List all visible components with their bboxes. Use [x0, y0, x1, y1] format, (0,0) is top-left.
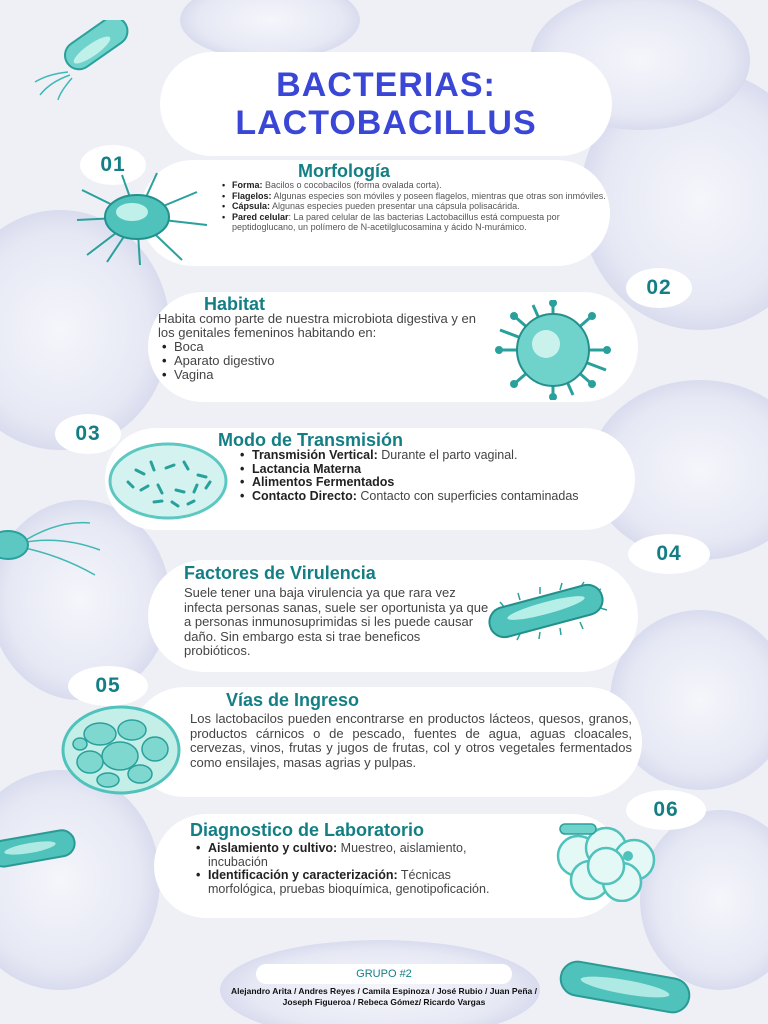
title-line-2: LACTOBACILLUS	[235, 104, 537, 142]
section-body-habitat	[158, 312, 488, 382]
list-item: • Contacto Directo: Contacto con superficies contaminadas	[236, 490, 636, 504]
section-heading-morfologia: Morfología	[298, 161, 390, 181]
group-label: GRUPO #2	[256, 964, 512, 984]
colony-cluster-icon	[60, 704, 182, 796]
list-item: • Boca	[158, 340, 488, 354]
authors-list	[120, 986, 648, 1008]
list-item: • Cápsula: Algunas especies pueden presentar una cápsula polisacárida.	[220, 201, 608, 212]
section-heading-habitat: Habitat	[204, 294, 266, 314]
authors-line-1: Alejandro Arita / Andres Reyes / Camila Espinoza / José Rubio / Juan Peña /	[231, 986, 537, 996]
list-item: • Alimentos Fermentados	[236, 476, 636, 490]
section-heading-transmision: Modo de Transmisión	[218, 430, 404, 450]
section-heading-diagnostico: Diagnostico de Laboratorio	[190, 820, 425, 840]
flagellated-bacillus-icon	[30, 20, 130, 100]
page-title	[160, 52, 612, 156]
rod-bacterium-icon	[480, 578, 610, 642]
authors-line-2: Joseph Figueroa / Rebeca Gómez/ Ricardo Vargas	[282, 997, 486, 1007]
section-body-virulencia: Suele tener una baja virulencia ya que rara vez infecta personas sanas, suele ser oportunista ya que a personas inmunosuprimidas si les puede causar daño. Sin embargo esta si trae beneficos probióticos.	[184, 585, 489, 658]
list-item: • Forma: Bacilos o cocobacilos (forma ovalada corta).	[220, 180, 608, 191]
flagellated-bacillus-icon	[0, 515, 110, 585]
section-body-vias-ingreso: Los lactobacilos pueden encontrarse en productos lácteos, quesos, granos, productos cárnicos o de pescado, fuentes de agua, aguas cloacales, cervezas, vinos, frutas y jugos de frutas, col y otros vegetales fermentados como ensilajes, masas agrias y pulpas.	[190, 711, 632, 770]
spiky-microbe-icon	[62, 170, 212, 265]
title-line-1: BACTERIAS:	[276, 66, 496, 104]
list-item: • Pared celular: La pared celular de las bacterias Lactobacillus está compuesta por peptidoglucano, un polímero de N-acetilglucosamina y ácido N-murámico.	[220, 212, 608, 233]
section-number-06: 06	[626, 790, 706, 830]
section-heading-virulencia: Factores de Virulencia	[184, 563, 376, 583]
cocci-cluster-icon	[550, 822, 660, 902]
virus-icon	[478, 300, 628, 400]
section-number-04: 04	[628, 534, 710, 574]
list-item: • Identificación y caracterización: Técnicas morfológica, pruebas bioquímica, genotipoficación.	[192, 869, 522, 896]
list-item: • Vagina	[158, 368, 488, 382]
list-item: • Lactancia Materna	[236, 463, 636, 477]
list-item: • Aislamiento y cultivo: Muestreo, aislamiento, incubación	[192, 842, 522, 869]
section-number-03: 03	[55, 414, 121, 454]
list-item: • Transmisión Vertical: Durante el parto vaginal.	[236, 449, 636, 463]
capsule-cell-icon	[106, 440, 230, 522]
section-body-diagnostico	[192, 842, 522, 896]
section-body-morfologia	[220, 180, 608, 233]
section-number-01: 01	[80, 145, 146, 185]
list-item: • Aparato digestivo	[158, 354, 488, 368]
section-heading-vias-ingreso: Vías de Ingreso	[226, 690, 360, 710]
section-body-transmision	[236, 449, 636, 503]
section-number-05: 05	[68, 666, 148, 706]
rod-bacterium-icon	[0, 820, 80, 880]
habitat-intro: Habita como parte de nuestra microbiota digestiva y en los genitales femeninos habitando en:	[158, 311, 476, 340]
section-number-02: 02	[626, 268, 692, 308]
list-item: • Flagelos: Algunas especies son móviles y poseen flagelos, mientras que otras son inmóviles.	[220, 191, 608, 202]
